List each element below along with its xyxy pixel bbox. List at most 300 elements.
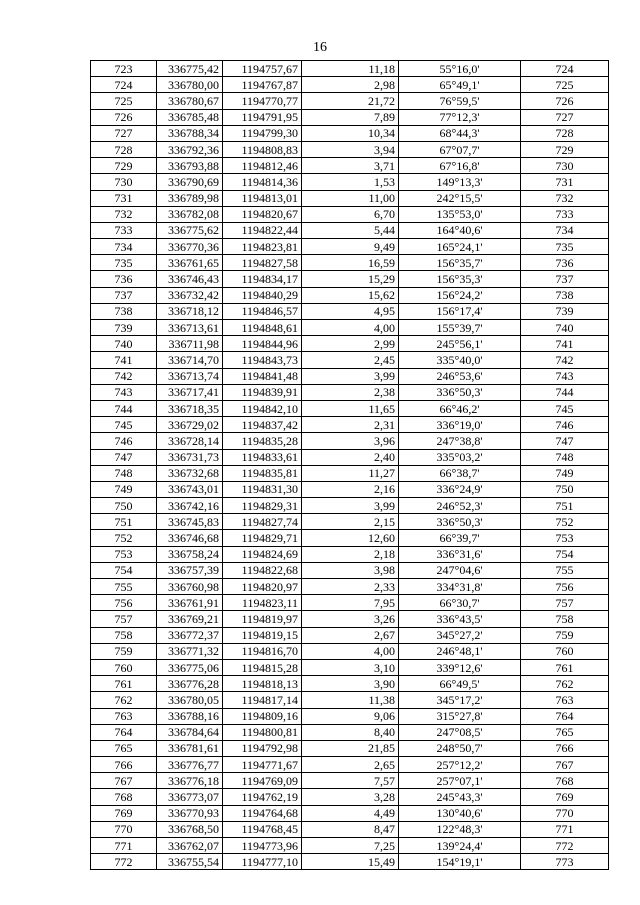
y-coordinate-cell: 1194777,10 (223, 854, 302, 870)
direction-angle-cell: 345°27,2' (399, 627, 521, 643)
point-number-cell: 768 (91, 789, 157, 805)
x-coordinate-cell: 336780,00 (157, 77, 223, 93)
table-row (91, 352, 609, 368)
x-coordinate-cell: 336792,36 (157, 141, 223, 157)
point-number-cell: 745 (91, 417, 157, 433)
next-point-cell: 742 (521, 352, 609, 368)
next-point-cell: 746 (521, 417, 609, 433)
direction-angle-cell: 334°31,8' (399, 579, 521, 595)
distance-cell: 16,59 (302, 255, 399, 271)
point-number-cell: 724 (91, 77, 157, 93)
distance-cell: 8,47 (302, 821, 399, 837)
y-coordinate-cell: 1194829,31 (223, 498, 302, 514)
x-coordinate-cell: 336771,32 (157, 643, 223, 659)
table-row (91, 61, 609, 77)
table-row (91, 125, 609, 141)
point-number-cell: 771 (91, 838, 157, 854)
point-number-cell: 743 (91, 384, 157, 400)
point-number-cell: 731 (91, 190, 157, 206)
distance-cell: 4,00 (302, 320, 399, 336)
point-number-cell: 765 (91, 740, 157, 756)
direction-angle-cell: 242°15,5' (399, 190, 521, 206)
point-number-cell: 742 (91, 368, 157, 384)
next-point-cell: 741 (521, 336, 609, 352)
distance-cell: 7,89 (302, 109, 399, 125)
table-row (91, 190, 609, 206)
direction-angle-cell: 154°19,1' (399, 854, 521, 870)
next-point-cell: 759 (521, 627, 609, 643)
point-number-cell: 758 (91, 627, 157, 643)
next-point-cell: 752 (521, 514, 609, 530)
y-coordinate-cell: 1194762,19 (223, 789, 302, 805)
x-coordinate-cell: 336768,50 (157, 821, 223, 837)
point-number-cell: 756 (91, 595, 157, 611)
table-row (91, 514, 609, 530)
direction-angle-cell: 246°52,3' (399, 498, 521, 514)
y-coordinate-cell: 1194791,95 (223, 109, 302, 125)
table-row (91, 708, 609, 724)
next-point-cell: 737 (521, 271, 609, 287)
x-coordinate-cell: 336773,07 (157, 789, 223, 805)
distance-cell: 11,65 (302, 400, 399, 416)
point-number-cell: 757 (91, 611, 157, 627)
table-row (91, 109, 609, 125)
direction-angle-cell: 315°27,8' (399, 708, 521, 724)
point-number-cell: 723 (91, 61, 157, 77)
distance-cell: 21,72 (302, 93, 399, 109)
distance-cell: 4,49 (302, 805, 399, 821)
x-coordinate-cell: 336746,43 (157, 271, 223, 287)
table-row (91, 821, 609, 837)
point-number-cell: 730 (91, 174, 157, 190)
distance-cell: 7,95 (302, 595, 399, 611)
direction-angle-cell: 66°46,2' (399, 400, 521, 416)
x-coordinate-cell: 336772,37 (157, 627, 223, 643)
table-row (91, 740, 609, 756)
table-row (91, 417, 609, 433)
direction-angle-cell: 246°48,1' (399, 643, 521, 659)
y-coordinate-cell: 1194842,10 (223, 400, 302, 416)
direction-angle-cell: 156°35,7' (399, 255, 521, 271)
y-coordinate-cell: 1194819,15 (223, 627, 302, 643)
direction-angle-cell: 164°40,6' (399, 222, 521, 238)
point-number-cell: 746 (91, 433, 157, 449)
direction-angle-cell: 336°24,9' (399, 481, 521, 497)
distance-cell: 3,71 (302, 158, 399, 174)
x-coordinate-cell: 336780,67 (157, 93, 223, 109)
distance-cell: 7,25 (302, 838, 399, 854)
distance-cell: 6,70 (302, 206, 399, 222)
distance-cell: 3,96 (302, 433, 399, 449)
next-point-cell: 748 (521, 449, 609, 465)
x-coordinate-cell: 336785,48 (157, 109, 223, 125)
y-coordinate-cell: 1194822,44 (223, 222, 302, 238)
point-number-cell: 762 (91, 692, 157, 708)
next-point-cell: 725 (521, 77, 609, 93)
x-coordinate-cell: 336742,16 (157, 498, 223, 514)
table-row (91, 449, 609, 465)
y-coordinate-cell: 1194771,67 (223, 757, 302, 773)
table-row (91, 773, 609, 789)
direction-angle-cell: 130°40,6' (399, 805, 521, 821)
distance-cell: 15,49 (302, 854, 399, 870)
distance-cell: 4,00 (302, 643, 399, 659)
y-coordinate-cell: 1194819,97 (223, 611, 302, 627)
point-number-cell: 738 (91, 303, 157, 319)
point-number-cell: 741 (91, 352, 157, 368)
next-point-cell: 771 (521, 821, 609, 837)
y-coordinate-cell: 1194808,83 (223, 141, 302, 157)
distance-cell: 2,18 (302, 546, 399, 562)
distance-cell: 3,10 (302, 659, 399, 675)
direction-angle-cell: 156°24,2' (399, 287, 521, 303)
x-coordinate-cell: 336761,65 (157, 255, 223, 271)
next-point-cell: 731 (521, 174, 609, 190)
point-number-cell: 761 (91, 676, 157, 692)
next-point-cell: 750 (521, 481, 609, 497)
next-point-cell: 724 (521, 61, 609, 77)
direction-angle-cell: 156°17,4' (399, 303, 521, 319)
next-point-cell: 764 (521, 708, 609, 724)
y-coordinate-cell: 1194822,68 (223, 562, 302, 578)
coordinates-table (90, 60, 609, 870)
y-coordinate-cell: 1194837,42 (223, 417, 302, 433)
next-point-cell: 757 (521, 595, 609, 611)
y-coordinate-cell: 1194814,36 (223, 174, 302, 190)
y-coordinate-cell: 1194846,57 (223, 303, 302, 319)
distance-cell: 8,40 (302, 724, 399, 740)
x-coordinate-cell: 336718,35 (157, 400, 223, 416)
next-point-cell: 734 (521, 222, 609, 238)
x-coordinate-cell: 336761,91 (157, 595, 223, 611)
next-point-cell: 728 (521, 125, 609, 141)
table-row (91, 287, 609, 303)
point-number-cell: 739 (91, 320, 157, 336)
point-number-cell: 754 (91, 562, 157, 578)
table-row (91, 757, 609, 773)
direction-angle-cell: 336°43,5' (399, 611, 521, 627)
next-point-cell: 730 (521, 158, 609, 174)
next-point-cell: 745 (521, 400, 609, 416)
distance-cell: 11,00 (302, 190, 399, 206)
next-point-cell: 727 (521, 109, 609, 125)
point-number-cell: 728 (91, 141, 157, 157)
table-row (91, 206, 609, 222)
table-row (91, 222, 609, 238)
direction-angle-cell: 336°50,3' (399, 514, 521, 530)
distance-cell: 2,33 (302, 579, 399, 595)
distance-cell: 12,60 (302, 530, 399, 546)
y-coordinate-cell: 1194835,28 (223, 433, 302, 449)
direction-angle-cell: 76°59,5' (399, 93, 521, 109)
point-number-cell: 755 (91, 579, 157, 595)
direction-angle-cell: 339°12,6' (399, 659, 521, 675)
table-row (91, 368, 609, 384)
direction-angle-cell: 248°50,7' (399, 740, 521, 756)
direction-angle-cell: 335°40,0' (399, 352, 521, 368)
x-coordinate-cell: 336714,70 (157, 352, 223, 368)
y-coordinate-cell: 1194816,70 (223, 643, 302, 659)
next-point-cell: 754 (521, 546, 609, 562)
distance-cell: 5,44 (302, 222, 399, 238)
y-coordinate-cell: 1194834,17 (223, 271, 302, 287)
direction-angle-cell: 336°31,6' (399, 546, 521, 562)
distance-cell: 15,62 (302, 287, 399, 303)
x-coordinate-cell: 336717,41 (157, 384, 223, 400)
next-point-cell: 765 (521, 724, 609, 740)
next-point-cell: 738 (521, 287, 609, 303)
point-number-cell: 759 (91, 643, 157, 659)
direction-angle-cell: 67°07,7' (399, 141, 521, 157)
distance-cell: 2,65 (302, 757, 399, 773)
point-number-cell: 769 (91, 805, 157, 821)
table-row (91, 336, 609, 352)
x-coordinate-cell: 336775,62 (157, 222, 223, 238)
distance-cell: 2,38 (302, 384, 399, 400)
table-row (91, 271, 609, 287)
point-number-cell: 763 (91, 708, 157, 724)
distance-cell: 3,98 (302, 562, 399, 578)
table-row (91, 141, 609, 157)
table-row (91, 465, 609, 481)
distance-cell: 3,28 (302, 789, 399, 805)
next-point-cell: 733 (521, 206, 609, 222)
x-coordinate-cell: 336728,14 (157, 433, 223, 449)
x-coordinate-cell: 336775,06 (157, 659, 223, 675)
direction-angle-cell: 77°12,3' (399, 109, 521, 125)
point-number-cell: 772 (91, 854, 157, 870)
point-number-cell: 734 (91, 239, 157, 255)
x-coordinate-cell: 336788,34 (157, 125, 223, 141)
table-row (91, 579, 609, 595)
x-coordinate-cell: 336746,68 (157, 530, 223, 546)
next-point-cell: 758 (521, 611, 609, 627)
point-number-cell: 729 (91, 158, 157, 174)
x-coordinate-cell: 336732,68 (157, 465, 223, 481)
direction-angle-cell: 155°39,7' (399, 320, 521, 336)
direction-angle-cell: 247°04,6' (399, 562, 521, 578)
x-coordinate-cell: 336745,83 (157, 514, 223, 530)
x-coordinate-cell: 336776,18 (157, 773, 223, 789)
direction-angle-cell: 67°16,8' (399, 158, 521, 174)
table-row (91, 595, 609, 611)
y-coordinate-cell: 1194829,71 (223, 530, 302, 546)
next-point-cell: 760 (521, 643, 609, 659)
next-point-cell: 756 (521, 579, 609, 595)
distance-cell: 10,34 (302, 125, 399, 141)
page-number: 16 (313, 40, 327, 55)
y-coordinate-cell: 1194843,73 (223, 352, 302, 368)
table-row (91, 433, 609, 449)
table-row (91, 854, 609, 870)
point-number-cell: 735 (91, 255, 157, 271)
next-point-cell: 747 (521, 433, 609, 449)
y-coordinate-cell: 1194840,29 (223, 287, 302, 303)
x-coordinate-cell: 336743,01 (157, 481, 223, 497)
y-coordinate-cell: 1194824,69 (223, 546, 302, 562)
table-row (91, 481, 609, 497)
point-number-cell: 748 (91, 465, 157, 481)
direction-angle-cell: 335°03,2' (399, 449, 521, 465)
x-coordinate-cell: 336757,39 (157, 562, 223, 578)
y-coordinate-cell: 1194823,11 (223, 595, 302, 611)
y-coordinate-cell: 1194773,96 (223, 838, 302, 854)
next-point-cell: 761 (521, 659, 609, 675)
x-coordinate-cell: 336790,69 (157, 174, 223, 190)
x-coordinate-cell: 336784,64 (157, 724, 223, 740)
point-number-cell: 733 (91, 222, 157, 238)
x-coordinate-cell: 336776,28 (157, 676, 223, 692)
x-coordinate-cell: 336731,73 (157, 449, 223, 465)
point-number-cell: 753 (91, 546, 157, 562)
next-point-cell: 735 (521, 239, 609, 255)
next-point-cell: 769 (521, 789, 609, 805)
x-coordinate-cell: 336732,42 (157, 287, 223, 303)
y-coordinate-cell: 1194813,01 (223, 190, 302, 206)
x-coordinate-cell: 336782,08 (157, 206, 223, 222)
x-coordinate-cell: 336758,24 (157, 546, 223, 562)
x-coordinate-cell: 336762,07 (157, 838, 223, 854)
distance-cell: 21,85 (302, 740, 399, 756)
point-number-cell: 751 (91, 514, 157, 530)
x-coordinate-cell: 336770,93 (157, 805, 223, 821)
next-point-cell: 732 (521, 190, 609, 206)
next-point-cell: 740 (521, 320, 609, 336)
next-point-cell: 768 (521, 773, 609, 789)
direction-angle-cell: 336°50,3' (399, 384, 521, 400)
table-row (91, 384, 609, 400)
next-point-cell: 729 (521, 141, 609, 157)
distance-cell: 3,94 (302, 141, 399, 157)
y-coordinate-cell: 1194841,48 (223, 368, 302, 384)
distance-cell: 11,38 (302, 692, 399, 708)
point-number-cell: 752 (91, 530, 157, 546)
y-coordinate-cell: 1194833,61 (223, 449, 302, 465)
distance-cell: 2,45 (302, 352, 399, 368)
x-coordinate-cell: 336788,16 (157, 708, 223, 724)
x-coordinate-cell: 336729,02 (157, 417, 223, 433)
distance-cell: 11,27 (302, 465, 399, 481)
y-coordinate-cell: 1194768,45 (223, 821, 302, 837)
y-coordinate-cell: 1194757,67 (223, 61, 302, 77)
coordinates-table-body (91, 61, 609, 870)
x-coordinate-cell: 336780,05 (157, 692, 223, 708)
point-number-cell: 744 (91, 400, 157, 416)
distance-cell: 3,99 (302, 498, 399, 514)
table-row (91, 93, 609, 109)
distance-cell: 7,57 (302, 773, 399, 789)
y-coordinate-cell: 1194792,98 (223, 740, 302, 756)
y-coordinate-cell: 1194800,81 (223, 724, 302, 740)
table-row (91, 789, 609, 805)
table-row (91, 77, 609, 93)
next-point-cell: 726 (521, 93, 609, 109)
x-coordinate-cell: 336769,21 (157, 611, 223, 627)
next-point-cell: 772 (521, 838, 609, 854)
table-row (91, 643, 609, 659)
point-number-cell: 767 (91, 773, 157, 789)
direction-angle-cell: 139°24,4' (399, 838, 521, 854)
table-row (91, 530, 609, 546)
direction-angle-cell: 257°12,2' (399, 757, 521, 773)
y-coordinate-cell: 1194844,96 (223, 336, 302, 352)
point-number-cell: 764 (91, 724, 157, 740)
table-row (91, 303, 609, 319)
y-coordinate-cell: 1194827,74 (223, 514, 302, 530)
point-number-cell: 766 (91, 757, 157, 773)
next-point-cell: 762 (521, 676, 609, 692)
x-coordinate-cell: 336713,74 (157, 368, 223, 384)
direction-angle-cell: 65°49,1' (399, 77, 521, 93)
direction-angle-cell: 66°49,5' (399, 676, 521, 692)
direction-angle-cell: 149°13,3' (399, 174, 521, 190)
direction-angle-cell: 66°39,7' (399, 530, 521, 546)
distance-cell: 3,90 (302, 676, 399, 692)
direction-angle-cell: 247°38,8' (399, 433, 521, 449)
y-coordinate-cell: 1194767,87 (223, 77, 302, 93)
x-coordinate-cell: 336789,98 (157, 190, 223, 206)
next-point-cell: 739 (521, 303, 609, 319)
y-coordinate-cell: 1194831,30 (223, 481, 302, 497)
y-coordinate-cell: 1194820,67 (223, 206, 302, 222)
x-coordinate-cell: 336713,61 (157, 320, 223, 336)
point-number-cell: 725 (91, 93, 157, 109)
table-row (91, 255, 609, 271)
distance-cell: 11,18 (302, 61, 399, 77)
table-row (91, 611, 609, 627)
table-row (91, 724, 609, 740)
distance-cell: 2,31 (302, 417, 399, 433)
distance-cell: 2,99 (302, 336, 399, 352)
point-number-cell: 732 (91, 206, 157, 222)
direction-angle-cell: 66°38,7' (399, 465, 521, 481)
distance-cell: 2,40 (302, 449, 399, 465)
y-coordinate-cell: 1194815,28 (223, 659, 302, 675)
point-number-cell: 749 (91, 481, 157, 497)
direction-angle-cell: 156°35,3' (399, 271, 521, 287)
distance-cell: 2,15 (302, 514, 399, 530)
y-coordinate-cell: 1194839,91 (223, 384, 302, 400)
x-coordinate-cell: 336755,54 (157, 854, 223, 870)
point-number-cell: 726 (91, 109, 157, 125)
y-coordinate-cell: 1194809,16 (223, 708, 302, 724)
direction-angle-cell: 247°08,5' (399, 724, 521, 740)
table-row (91, 627, 609, 643)
next-point-cell: 749 (521, 465, 609, 481)
direction-angle-cell: 257°07,1' (399, 773, 521, 789)
table-row (91, 692, 609, 708)
y-coordinate-cell: 1194812,46 (223, 158, 302, 174)
table-row (91, 805, 609, 821)
table-row (91, 562, 609, 578)
next-point-cell: 751 (521, 498, 609, 514)
distance-cell: 4,95 (302, 303, 399, 319)
y-coordinate-cell: 1194817,14 (223, 692, 302, 708)
y-coordinate-cell: 1194848,61 (223, 320, 302, 336)
x-coordinate-cell: 336760,98 (157, 579, 223, 595)
table-row (91, 158, 609, 174)
x-coordinate-cell: 336718,12 (157, 303, 223, 319)
direction-angle-cell: 55°16,0' (399, 61, 521, 77)
direction-angle-cell: 165°24,1' (399, 239, 521, 255)
point-number-cell: 736 (91, 271, 157, 287)
next-point-cell: 753 (521, 530, 609, 546)
direction-angle-cell: 345°17,2' (399, 692, 521, 708)
direction-angle-cell: 245°56,1' (399, 336, 521, 352)
direction-angle-cell: 68°44,3' (399, 125, 521, 141)
y-coordinate-cell: 1194827,58 (223, 255, 302, 271)
x-coordinate-cell: 336770,36 (157, 239, 223, 255)
